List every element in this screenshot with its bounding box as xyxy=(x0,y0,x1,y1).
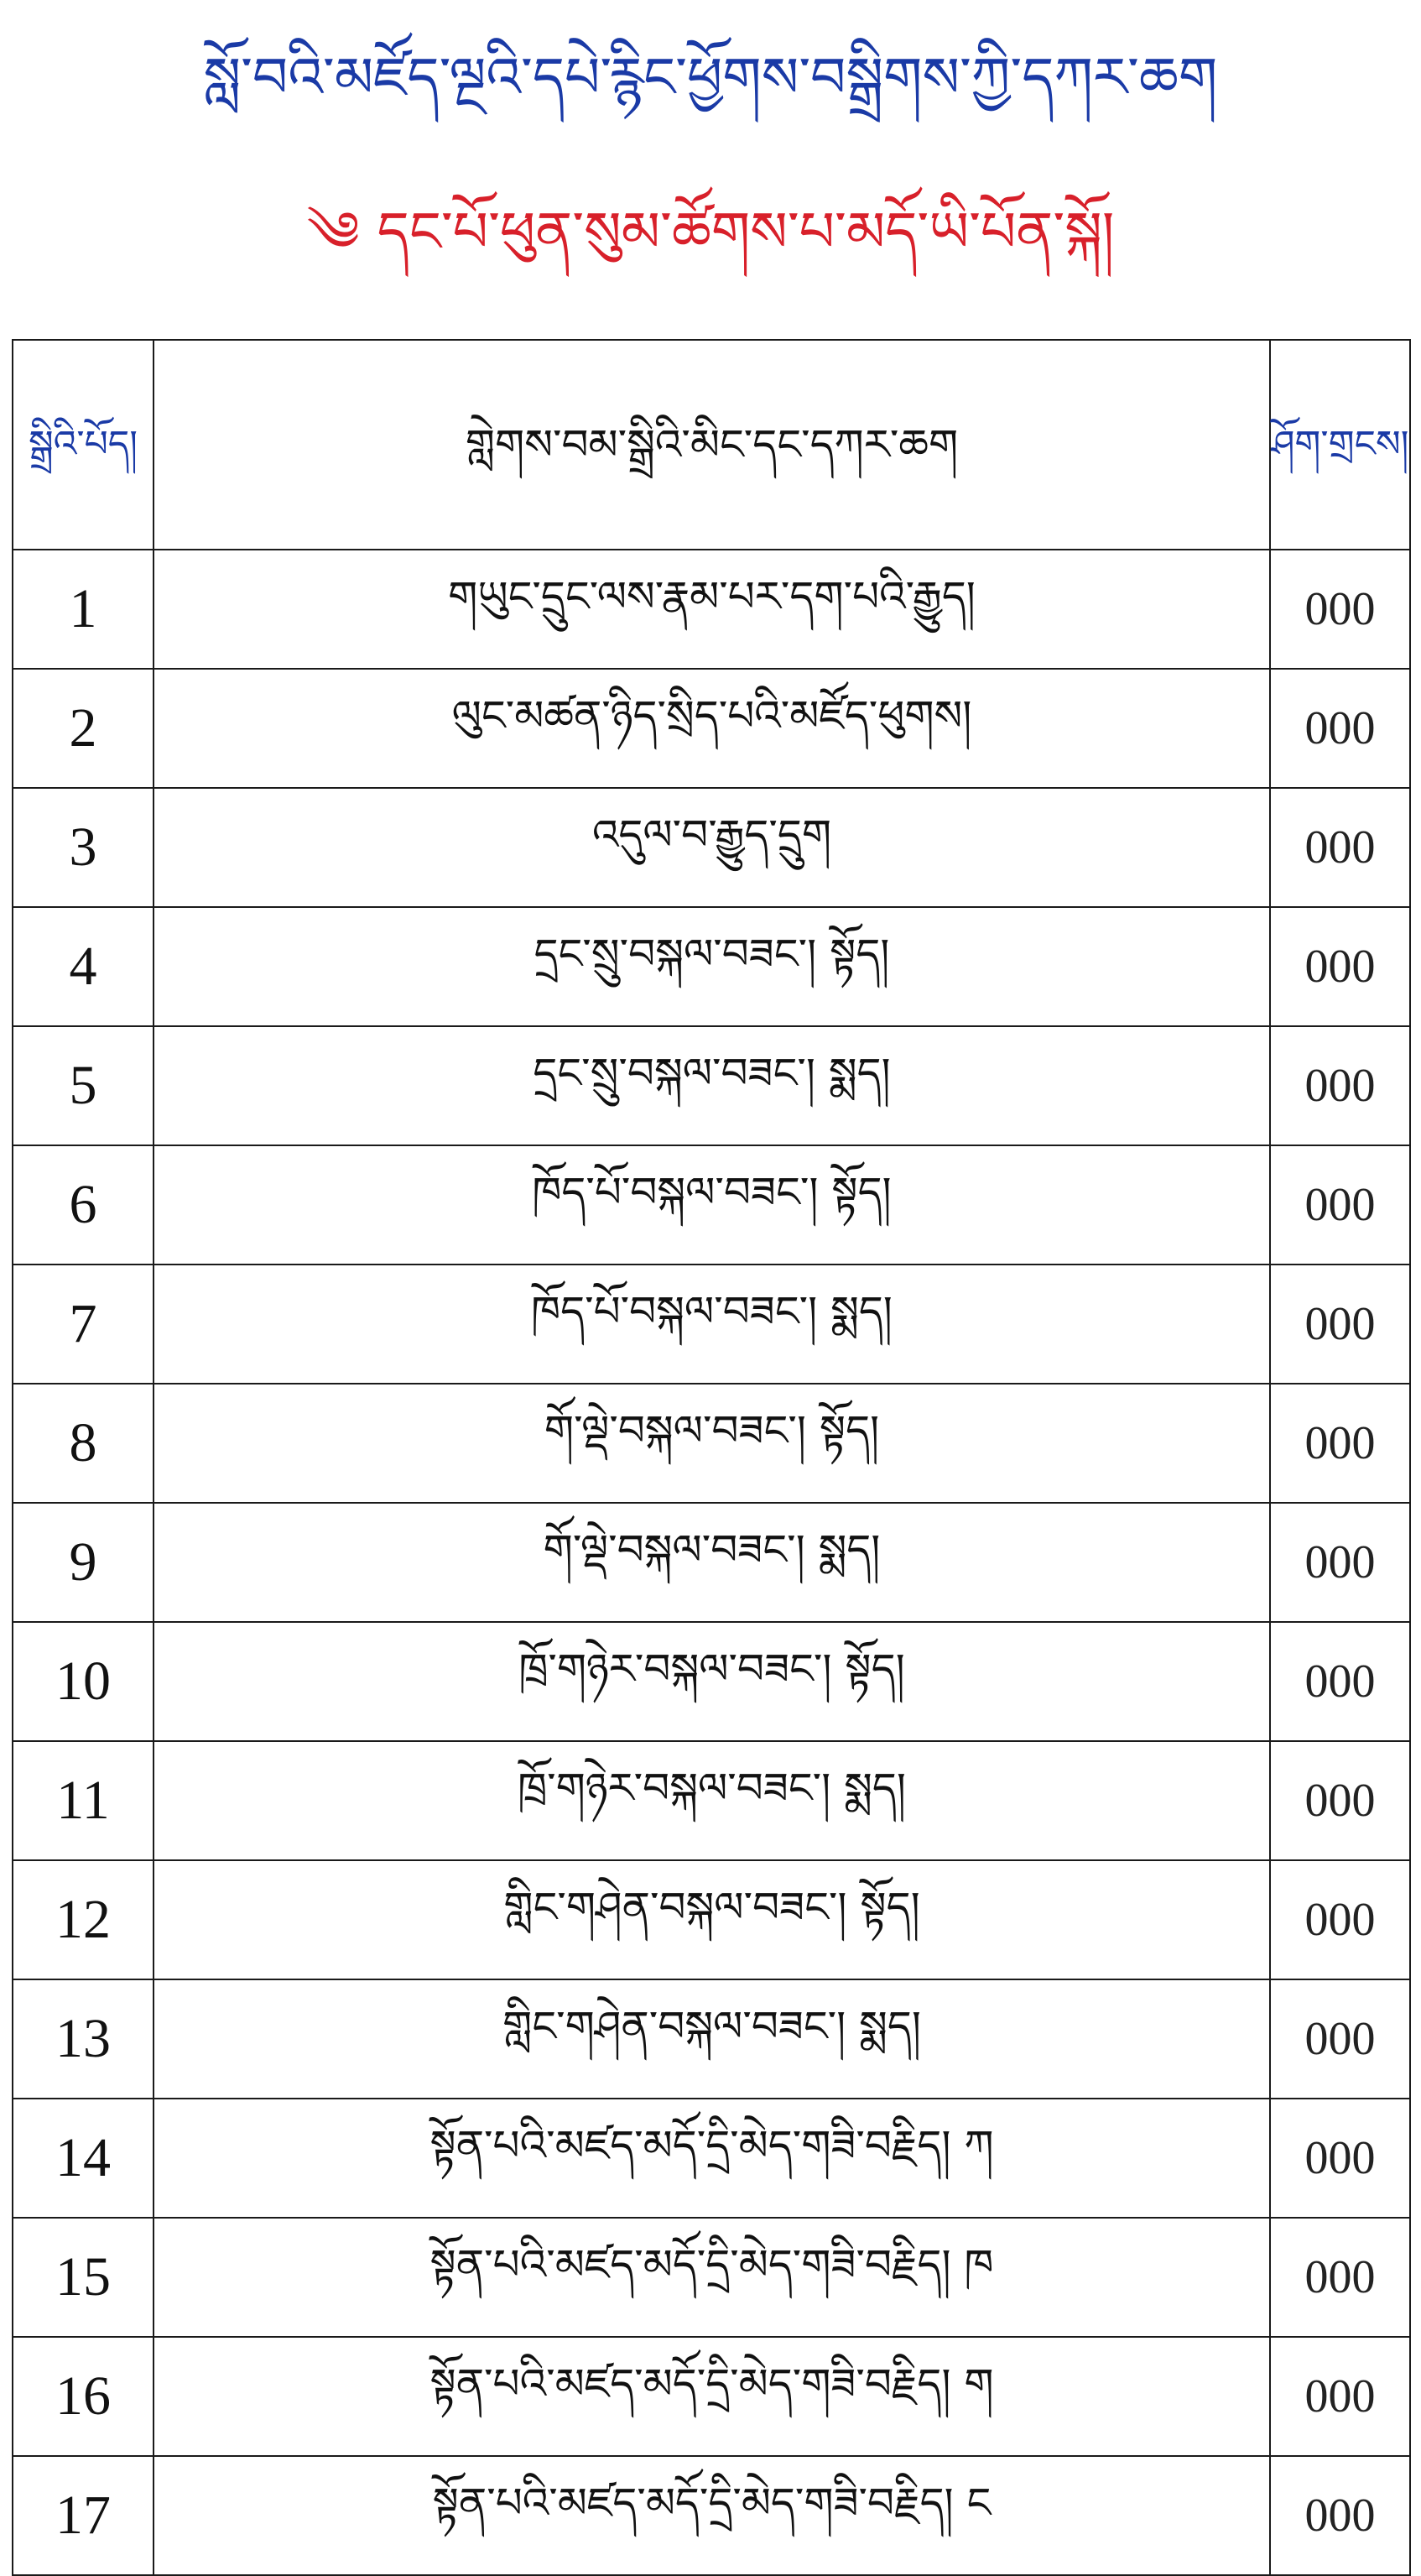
row-title: སྟོན་པའི་མཛད་མདོ་དྲི་མེད་གཟི་བརྗིད། ཁ xyxy=(154,2218,1270,2337)
table-row xyxy=(13,2337,1410,2456)
table-row xyxy=(13,2218,1410,2337)
row-title: གཡུང་དྲུང་ལས་རྣམ་པར་དག་པའི་རྒྱུད། xyxy=(154,550,1270,669)
row-title: ཁྲོ་གཉེར་བསྐལ་བཟང་། སྨད། xyxy=(154,1741,1270,1860)
table-row xyxy=(13,669,1410,788)
row-title: སྟོན་པའི་མཛད་མདོ་དྲི་མེད་གཟི་བརྗིད། ག xyxy=(154,2337,1270,2456)
row-page: 000 xyxy=(1270,1741,1410,1860)
row-page: 000 xyxy=(1270,1503,1410,1622)
row-number: 8 xyxy=(13,1384,154,1503)
row-number: 9 xyxy=(13,1503,154,1622)
header-volume-number: སྒྲིའི་པོད། xyxy=(13,340,154,550)
row-number: 2 xyxy=(13,669,154,788)
row-page: 000 xyxy=(1270,1265,1410,1384)
table-row xyxy=(13,788,1410,907)
row-page: 000 xyxy=(1270,1026,1410,1145)
contents-table xyxy=(12,339,1411,2576)
row-title: ལུང་མཚན་ཉིད་སྲིད་པའི་མཛོད་ཕུགས། xyxy=(154,669,1270,788)
row-title: སྟོན་པའི་མཛད་མདོ་དྲི་མེད་གཟི་བརྗིད། ཀ xyxy=(154,2099,1270,2218)
row-number: 3 xyxy=(13,788,154,907)
table-row xyxy=(13,1622,1410,1741)
table-row xyxy=(13,2456,1410,2575)
row-page: 000 xyxy=(1270,788,1410,907)
row-number: 12 xyxy=(13,1860,154,1979)
table-row xyxy=(13,550,1410,669)
document-subtitle: ༄ དང་པོ་ཕུན་སུམ་ཚོགས་པ་མདོ་ཡི་པོན་སྐོ། xyxy=(306,200,1115,264)
row-number: 13 xyxy=(13,1979,154,2099)
table-row xyxy=(13,1741,1410,1860)
table-row xyxy=(13,1860,1410,1979)
row-number: 11 xyxy=(13,1741,154,1860)
row-number: 14 xyxy=(13,2099,154,2218)
header-page-number: ཤོག་གྲངས། xyxy=(1270,340,1410,550)
row-title: གོ་ལྡེ་བསྐལ་བཟང་། སྨད། xyxy=(154,1503,1270,1622)
row-title: གོ་ལྡེ་བསྐལ་བཟང་། སྟོད། xyxy=(154,1384,1270,1503)
row-title: ཁོད་པོ་བསྐལ་བཟང་། སྨད། xyxy=(154,1265,1270,1384)
row-page: 000 xyxy=(1270,1145,1410,1265)
table-row xyxy=(13,1265,1410,1384)
row-title: དྲང་སྲུ་བསྐལ་བཟང་། སྨད། xyxy=(154,1026,1270,1145)
row-page: 000 xyxy=(1270,669,1410,788)
row-page: 000 xyxy=(1270,1384,1410,1503)
row-number: 6 xyxy=(13,1145,154,1265)
document-title: སློ་བའི་མཛོད་ལྔའི་དཔེ་རྙིང་ཕྱོགས་བསྒྲིགས་ཀྱི་དཀར་ཆག xyxy=(203,45,1218,110)
table-row xyxy=(13,1503,1410,1622)
row-title: ཁོད་པོ་བསྐལ་བཟང་། སྟོད། xyxy=(154,1145,1270,1265)
table-row xyxy=(13,1979,1410,2099)
row-page: 000 xyxy=(1270,2218,1410,2337)
row-number: 16 xyxy=(13,2337,154,2456)
row-page: 000 xyxy=(1270,550,1410,669)
row-number: 1 xyxy=(13,550,154,669)
table-header-row xyxy=(13,340,1410,550)
row-page: 000 xyxy=(1270,1860,1410,1979)
row-title: སྟོན་པའི་མཛད་མདོ་དྲི་མེད་གཟི་བརྗིད། ང xyxy=(154,2456,1270,2575)
row-title: འདུལ་བ་རྒྱུད་དྲུག xyxy=(154,788,1270,907)
row-number: 5 xyxy=(13,1026,154,1145)
row-title: དྲང་སྲུ་བསྐལ་བཟང་། སྟོད། xyxy=(154,907,1270,1026)
row-number: 7 xyxy=(13,1265,154,1384)
row-number: 17 xyxy=(13,2456,154,2575)
row-title: གླིང་གཤེན་བསྐལ་བཟང་། སྨད། xyxy=(154,1979,1270,2099)
table-row xyxy=(13,907,1410,1026)
row-page: 000 xyxy=(1270,1979,1410,2099)
header-title: གླེགས་བམ་སྒྲིའི་མིང་དང་དཀར་ཆག xyxy=(154,340,1270,550)
row-number: 4 xyxy=(13,907,154,1026)
row-page: 000 xyxy=(1270,1622,1410,1741)
table-row xyxy=(13,1145,1410,1265)
row-number: 15 xyxy=(13,2218,154,2337)
row-page: 000 xyxy=(1270,2337,1410,2456)
table-row xyxy=(13,2099,1410,2218)
row-title: གླིང་གཤེན་བསྐལ་བཟང་། སྟོད། xyxy=(154,1860,1270,1979)
row-page: 000 xyxy=(1270,907,1410,1026)
row-number: 10 xyxy=(13,1622,154,1741)
table-row xyxy=(13,1026,1410,1145)
row-page: 000 xyxy=(1270,2099,1410,2218)
row-page: 000 xyxy=(1270,2456,1410,2575)
table-row xyxy=(13,1384,1410,1503)
row-title: ཁྲོ་གཉེར་བསྐལ་བཟང་། སྟོད། xyxy=(154,1622,1270,1741)
